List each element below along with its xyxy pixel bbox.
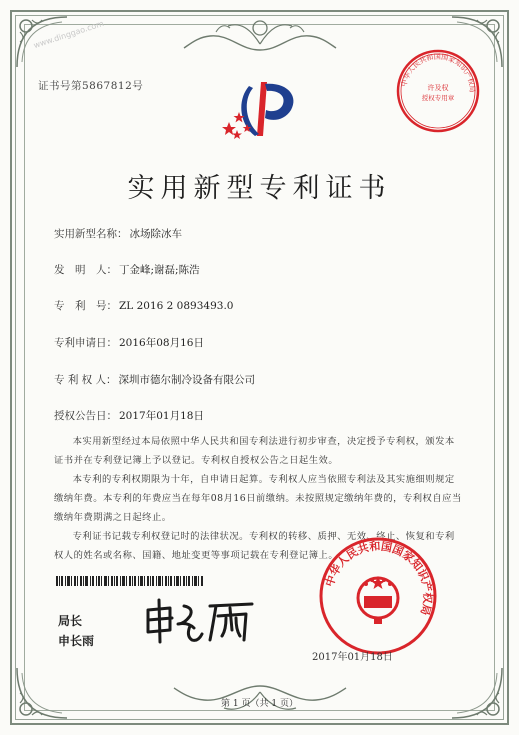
inventor-label: 发 明 人： (54, 264, 117, 276)
grant-date-row (54, 408, 204, 423)
top-ornament-icon (180, 14, 340, 54)
corner-ornament-icon (447, 663, 507, 723)
body-paragraph-1: 本实用新型经过本局依照中华人民共和国专利法进行初步审查，决定授予专利权，颁发本证书并在专利登记簿上予以登记。专利权自授权公告之日起生效。 (54, 436, 455, 466)
certificate-number: 证书号第5867812号 (38, 80, 144, 92)
patent-number-label: 专 利 号： (54, 300, 117, 312)
utility-model-name-value: 冰场除冰车 (129, 228, 182, 240)
seal-top-center2: 授权专用章 (421, 94, 455, 102)
page-number: 第 1 页（共 1 页） (221, 699, 298, 709)
patentee-label: 专 利 权 人： (54, 374, 117, 386)
watermark: www.dinggao.com (32, 18, 105, 51)
utility-model-name-row (54, 226, 182, 241)
director-name: 申长雨 (58, 634, 95, 648)
patentee-value: 深圳市德尔制冷设备有限公司 (118, 374, 256, 386)
authorization-seal-icon (395, 48, 481, 134)
director-title: 局长 (58, 614, 83, 628)
national-emblem-icon (358, 576, 398, 624)
utility-model-name-label: 实用新型名称： (54, 228, 128, 240)
issue-date: 2017年01月18日 (312, 652, 393, 663)
director-signature-icon (140, 596, 260, 646)
inventor-row (54, 262, 200, 277)
patent-number-row (54, 298, 233, 313)
corner-ornament-icon (12, 12, 72, 72)
cnipa-official-seal-icon (318, 536, 438, 656)
body-paragraph-3: 专利证书记载专利权登记时的法律状况。专利权的转移、质押、无效、终止、恢复和专利权人的姓名或名称、国籍、地址变更等事项记载在专利登记簿上。 (54, 531, 455, 561)
seal-top-text: 中华人民共和国国家知识产权局 (400, 52, 477, 93)
barcode-icon (56, 576, 204, 586)
filing-date-label: 专利申请日： (54, 337, 117, 349)
filing-date-value: 2016年08月16日 (119, 337, 204, 349)
grant-date-label: 授权公告日： (54, 410, 117, 422)
body-paragraph-2: 本专利的专利权期限为十年，自申请日起算。专利权人应当依照专利法及其实施细则规定缴纳年费。本专利的年费应当在每年08月16日前缴纳。未按照规定缴纳年费的，专利权自应当缴纳年费期满之日起终止。 (54, 474, 462, 523)
cnipa-logo-icon (215, 78, 305, 140)
corner-ornament-icon (12, 663, 72, 723)
seal-bottom-text: 中华人民共和国国家知识产权局 (322, 539, 435, 617)
grant-date-value: 2017年01月18日 (119, 410, 204, 422)
patent-number-value: ZL 2016 2 0893493.0 (119, 300, 234, 312)
patentee-row (54, 372, 255, 387)
seal-top-center: 许及权 (427, 84, 449, 92)
filing-date-row (54, 335, 204, 350)
certificate-title: 实用新型专利证书 (127, 173, 392, 205)
inventor-value: 丁金峰;谢磊;陈浩 (119, 264, 200, 276)
